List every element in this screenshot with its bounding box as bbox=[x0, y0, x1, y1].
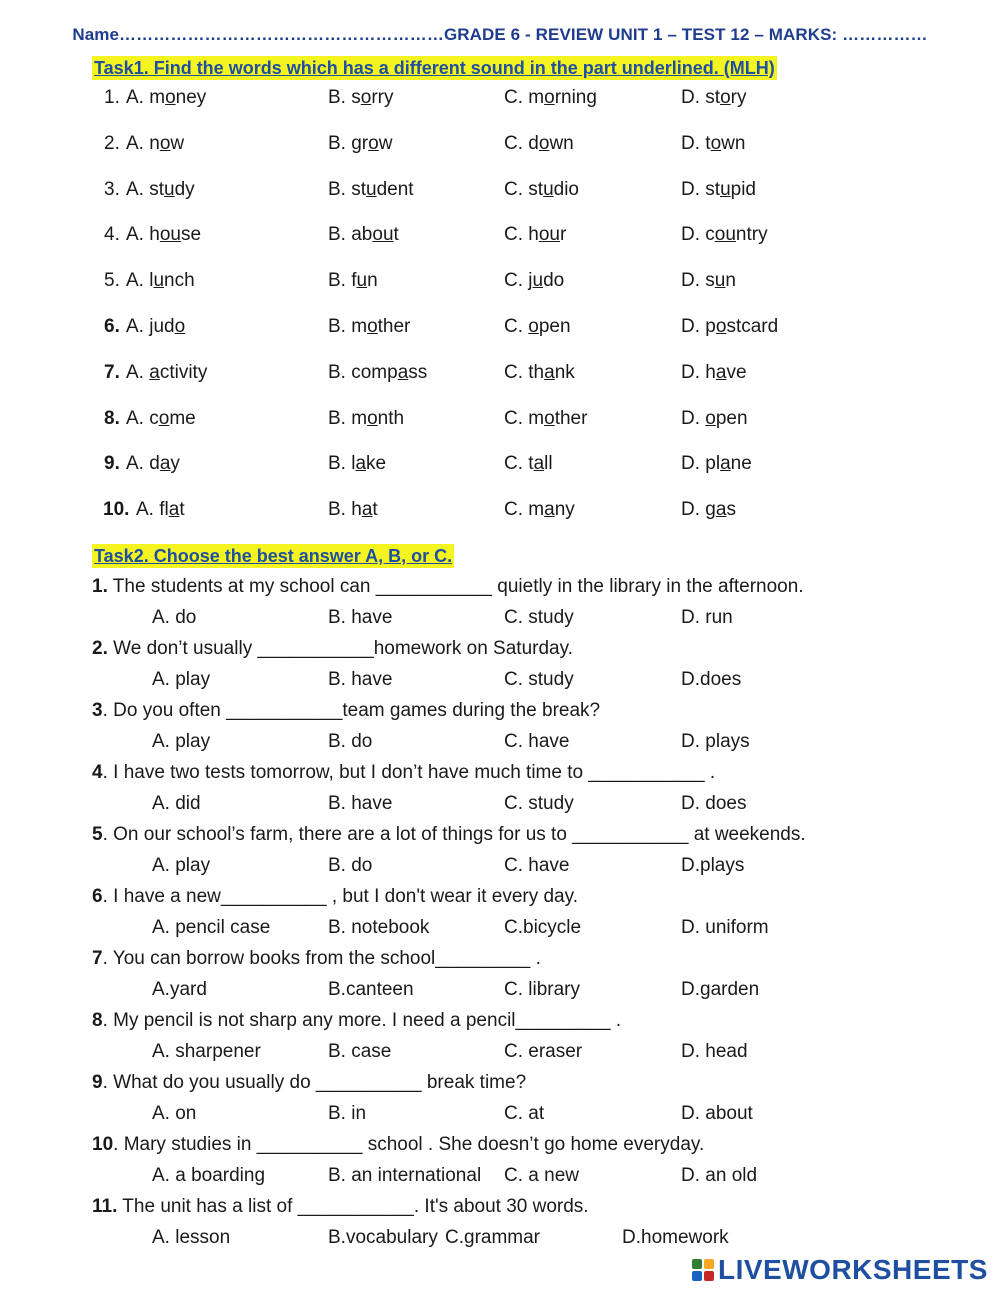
question-number: 8 bbox=[92, 1010, 103, 1031]
question-number: 3. bbox=[104, 178, 120, 200]
question-number: 8. bbox=[104, 407, 120, 429]
underlined-part: o bbox=[360, 87, 372, 108]
answer-option[interactable]: A. a boarding bbox=[152, 1165, 266, 1186]
underlined-part: o bbox=[544, 87, 555, 108]
underlined-part: u bbox=[714, 270, 726, 292]
question-number: 4. bbox=[104, 224, 120, 246]
option[interactable]: A. money bbox=[126, 87, 207, 108]
question-number: 9 bbox=[92, 1072, 103, 1093]
option[interactable]: D. sun bbox=[681, 270, 736, 292]
underlined-part: ou bbox=[159, 224, 181, 246]
option[interactable]: D. stupid bbox=[681, 178, 756, 200]
underlined-part: a bbox=[715, 361, 727, 383]
option[interactable]: A. judo bbox=[126, 316, 186, 337]
logo-text: LIVEWORKSHEETS bbox=[718, 1254, 988, 1285]
option[interactable]: B. mother bbox=[328, 316, 411, 337]
task1-row bbox=[0, 360, 1000, 386]
answer-option[interactable]: C. study bbox=[504, 669, 574, 690]
option[interactable]: B. compass bbox=[328, 361, 428, 383]
underlined-part: o bbox=[544, 407, 555, 429]
question-number: 1. bbox=[92, 576, 108, 597]
underlined-part: o bbox=[710, 132, 722, 154]
underlined-part: u bbox=[153, 270, 165, 292]
option[interactable]: D. open bbox=[681, 407, 748, 429]
option[interactable]: C. down bbox=[504, 132, 574, 154]
question-number: 9. bbox=[104, 453, 120, 475]
underlined-part: a bbox=[544, 361, 555, 383]
option[interactable]: B. lake bbox=[328, 453, 387, 475]
question-number: 6. bbox=[104, 316, 120, 337]
task1-row bbox=[0, 177, 1000, 203]
option[interactable]: C. studio bbox=[504, 178, 579, 200]
answer-option[interactable]: D. about bbox=[681, 1103, 753, 1124]
answer-option[interactable]: A. play bbox=[152, 731, 211, 752]
underlined-part: u bbox=[164, 178, 175, 200]
answer-option[interactable]: C. study bbox=[504, 607, 574, 628]
option[interactable]: A. come bbox=[126, 407, 196, 429]
question-number: 5 bbox=[92, 824, 103, 845]
answer-option[interactable]: C. have bbox=[504, 855, 570, 876]
underlined-part: ou bbox=[372, 224, 394, 246]
question-number: 7 bbox=[92, 948, 103, 969]
underlined-part: o bbox=[538, 132, 550, 154]
answer-option[interactable]: A. play bbox=[152, 669, 211, 690]
answer-option[interactable]: A. pencil case bbox=[152, 917, 271, 938]
underlined-part: ou bbox=[714, 224, 736, 246]
underlined-part: a bbox=[159, 453, 171, 475]
question-text: 5. On our school’s farm, there are a lot of things for us to ___________ at weekends. bbox=[92, 824, 806, 845]
option[interactable]: A. study bbox=[126, 178, 195, 200]
logo-square bbox=[704, 1271, 714, 1281]
answer-option[interactable]: B. do bbox=[328, 855, 373, 876]
option[interactable]: D. have bbox=[681, 361, 747, 383]
option[interactable]: C. hour bbox=[504, 224, 567, 246]
option[interactable]: A. activity bbox=[126, 361, 208, 383]
answer-option[interactable]: D.homework bbox=[622, 1227, 729, 1248]
task1-row bbox=[0, 268, 1000, 294]
question-number: 7. bbox=[104, 361, 120, 383]
answer-option[interactable]: D. uniform bbox=[681, 917, 769, 938]
underlined-part: a bbox=[149, 361, 160, 383]
question-text: 10. Mary studies in __________ school . She doesn’t go home everyday. bbox=[92, 1134, 705, 1155]
underlined-part: o bbox=[705, 407, 716, 429]
task1-row bbox=[0, 451, 1000, 477]
answer-option[interactable]: B. have bbox=[328, 669, 393, 690]
underlined-part: o bbox=[158, 407, 170, 429]
answer-option[interactable]: B.canteen bbox=[328, 979, 414, 1000]
question-number: 6 bbox=[92, 886, 103, 907]
answer-option[interactable]: D. run bbox=[681, 607, 733, 628]
page-header: Name…………………………………………………GRADE 6 - REVIEW UNIT 1 – TEST 12 – MARKS: …………… bbox=[72, 25, 928, 44]
underlined-part: o bbox=[367, 407, 378, 429]
logo-square bbox=[704, 1259, 714, 1269]
answer-option[interactable]: C. study bbox=[504, 793, 574, 814]
task1-row bbox=[0, 497, 1000, 523]
answer-option[interactable]: B.vocabulary bbox=[328, 1227, 438, 1248]
underlined-part: ou bbox=[538, 224, 560, 246]
option[interactable]: B. about bbox=[328, 224, 399, 246]
option[interactable]: B. fun bbox=[328, 270, 378, 292]
option[interactable]: C. open bbox=[504, 316, 571, 337]
underlined-part: o bbox=[165, 87, 176, 108]
logo-square bbox=[692, 1259, 702, 1269]
task1-row bbox=[0, 131, 1000, 157]
underlined-part: u bbox=[366, 178, 377, 200]
answer-option[interactable]: C.bicycle bbox=[504, 917, 582, 938]
option[interactable]: C. many bbox=[504, 499, 575, 521]
option[interactable]: A. flat bbox=[136, 499, 185, 521]
option[interactable]: B. month bbox=[328, 407, 405, 429]
underlined-part: u bbox=[543, 178, 554, 200]
underlined-part: a bbox=[361, 499, 373, 521]
answer-option[interactable]: C. library bbox=[504, 979, 581, 1000]
question-text: 9. What do you usually do __________ break time? bbox=[92, 1072, 527, 1093]
answer-option[interactable]: C. have bbox=[504, 731, 570, 752]
question-text: 8. My pencil is not sharp any more. I need a pencil_________ . bbox=[92, 1010, 622, 1031]
underlined-part: a bbox=[533, 453, 545, 475]
underlined-part: a bbox=[397, 361, 409, 383]
answer-option[interactable]: A. sharpener bbox=[152, 1041, 261, 1062]
question-number: 10 bbox=[92, 1134, 114, 1155]
option[interactable]: D. plane bbox=[681, 453, 752, 475]
underlined-part: u bbox=[356, 270, 368, 292]
option[interactable]: B. grow bbox=[328, 132, 393, 154]
question-number: 5. bbox=[104, 270, 120, 292]
question-text: 7. You can borrow books from the school_________ . bbox=[92, 948, 541, 969]
question-text: 3. Do you often ___________team games during the break? bbox=[92, 700, 601, 721]
logo-square bbox=[692, 1271, 702, 1281]
answer-option[interactable]: A. play bbox=[152, 855, 211, 876]
option[interactable]: C. thank bbox=[504, 361, 575, 383]
option[interactable]: C. mother bbox=[504, 407, 588, 429]
answer-option[interactable]: C. eraser bbox=[504, 1041, 583, 1062]
option[interactable]: C. morning bbox=[504, 87, 597, 108]
underlined-part: o bbox=[720, 87, 731, 108]
answer-option[interactable]: D.plays bbox=[681, 855, 745, 876]
question-number: 4 bbox=[92, 762, 103, 783]
underlined-part: o bbox=[368, 132, 379, 154]
option[interactable]: C. judo bbox=[504, 270, 565, 292]
option[interactable]: D. postcard bbox=[681, 316, 779, 337]
underlined-part: a bbox=[715, 499, 727, 521]
task1-row bbox=[0, 85, 1000, 111]
answer-option[interactable]: D. does bbox=[681, 793, 747, 814]
question-text: 4. I have two tests tomorrow, but I don’t have much time to ___________ . bbox=[92, 762, 716, 783]
answer-option[interactable]: A. on bbox=[152, 1103, 197, 1124]
underlined-part: o bbox=[528, 316, 539, 337]
liveworksheets-logo bbox=[692, 1254, 988, 1286]
question-number: 11. bbox=[92, 1196, 118, 1217]
question-number: 3 bbox=[92, 700, 103, 721]
question-number: 2. bbox=[104, 132, 120, 154]
answer-option[interactable]: B. case bbox=[328, 1041, 392, 1062]
answer-option[interactable]: C.grammar bbox=[445, 1227, 541, 1248]
question-text: 6. I have a new__________ , but I don't wear it every day. bbox=[92, 886, 578, 907]
underlined-part: o bbox=[174, 316, 186, 337]
option[interactable]: D. gas bbox=[681, 499, 736, 521]
answer-option[interactable]: D.garden bbox=[681, 979, 760, 1000]
answer-option[interactable]: B. have bbox=[328, 607, 393, 628]
option[interactable]: A. house bbox=[126, 224, 202, 246]
underlined-part: o bbox=[159, 132, 171, 154]
answer-option[interactable]: A. do bbox=[152, 607, 197, 628]
option[interactable]: D. country bbox=[681, 224, 768, 246]
option[interactable]: A. day bbox=[126, 453, 180, 475]
answer-option[interactable]: B. notebook bbox=[328, 917, 430, 938]
underlined-part: u bbox=[532, 270, 544, 292]
option[interactable]: B. student bbox=[328, 178, 414, 200]
answer-option[interactable]: D. plays bbox=[681, 731, 750, 752]
answer-option[interactable]: C. at bbox=[504, 1103, 545, 1124]
option[interactable]: A. lunch bbox=[126, 270, 195, 292]
task1-title: Task1. Find the words which has a different sound in the part underlined. (MLH) bbox=[94, 58, 775, 78]
question-number: 2. bbox=[92, 638, 108, 659]
question-number: 10. bbox=[103, 499, 130, 521]
option[interactable]: D. town bbox=[681, 132, 746, 154]
underlined-part: a bbox=[720, 453, 731, 475]
option[interactable]: A. now bbox=[126, 132, 185, 154]
option[interactable]: C. tall bbox=[504, 453, 553, 475]
answer-option[interactable]: B. have bbox=[328, 793, 393, 814]
answer-option[interactable]: A. did bbox=[152, 793, 201, 814]
task2-title: Task2. Choose the best answer A, B, or C. bbox=[94, 546, 453, 566]
answer-option[interactable]: B. an international bbox=[328, 1165, 482, 1186]
underlined-part: o bbox=[367, 316, 378, 337]
underlined-part: a bbox=[544, 499, 555, 521]
question-text: 11. The unit has a list of ___________. It's about 30 words. bbox=[92, 1196, 589, 1217]
answer-option[interactable]: D. an old bbox=[681, 1165, 758, 1186]
answer-option[interactable]: B. in bbox=[328, 1103, 367, 1124]
task1-row bbox=[0, 406, 1000, 432]
question-text: 1. The students at my school can ___________ quietly in the library in the afternoon. bbox=[92, 576, 804, 597]
answer-option[interactable]: A. lesson bbox=[152, 1227, 231, 1248]
underlined-part: o bbox=[715, 316, 727, 337]
underlined-part: a bbox=[168, 499, 180, 521]
answer-option[interactable]: C. a new bbox=[504, 1165, 579, 1186]
option[interactable]: B. sorry bbox=[328, 87, 394, 108]
task1-row bbox=[0, 314, 1000, 340]
answer-option[interactable]: B. do bbox=[328, 731, 373, 752]
task1-row bbox=[0, 222, 1000, 248]
answer-option[interactable]: A.yard bbox=[152, 979, 207, 1000]
question-number: 1. bbox=[104, 87, 120, 108]
answer-option[interactable]: D. head bbox=[681, 1041, 748, 1062]
question-text: 2. We don’t usually ___________homework on Saturday. bbox=[92, 638, 573, 659]
logo-mark-icon bbox=[692, 1259, 714, 1281]
option[interactable]: B. hat bbox=[328, 499, 378, 521]
underlined-part: a bbox=[355, 453, 367, 475]
underlined-part: u bbox=[720, 178, 731, 200]
answer-option[interactable]: D.does bbox=[681, 669, 742, 690]
option[interactable]: D. story bbox=[681, 87, 747, 108]
